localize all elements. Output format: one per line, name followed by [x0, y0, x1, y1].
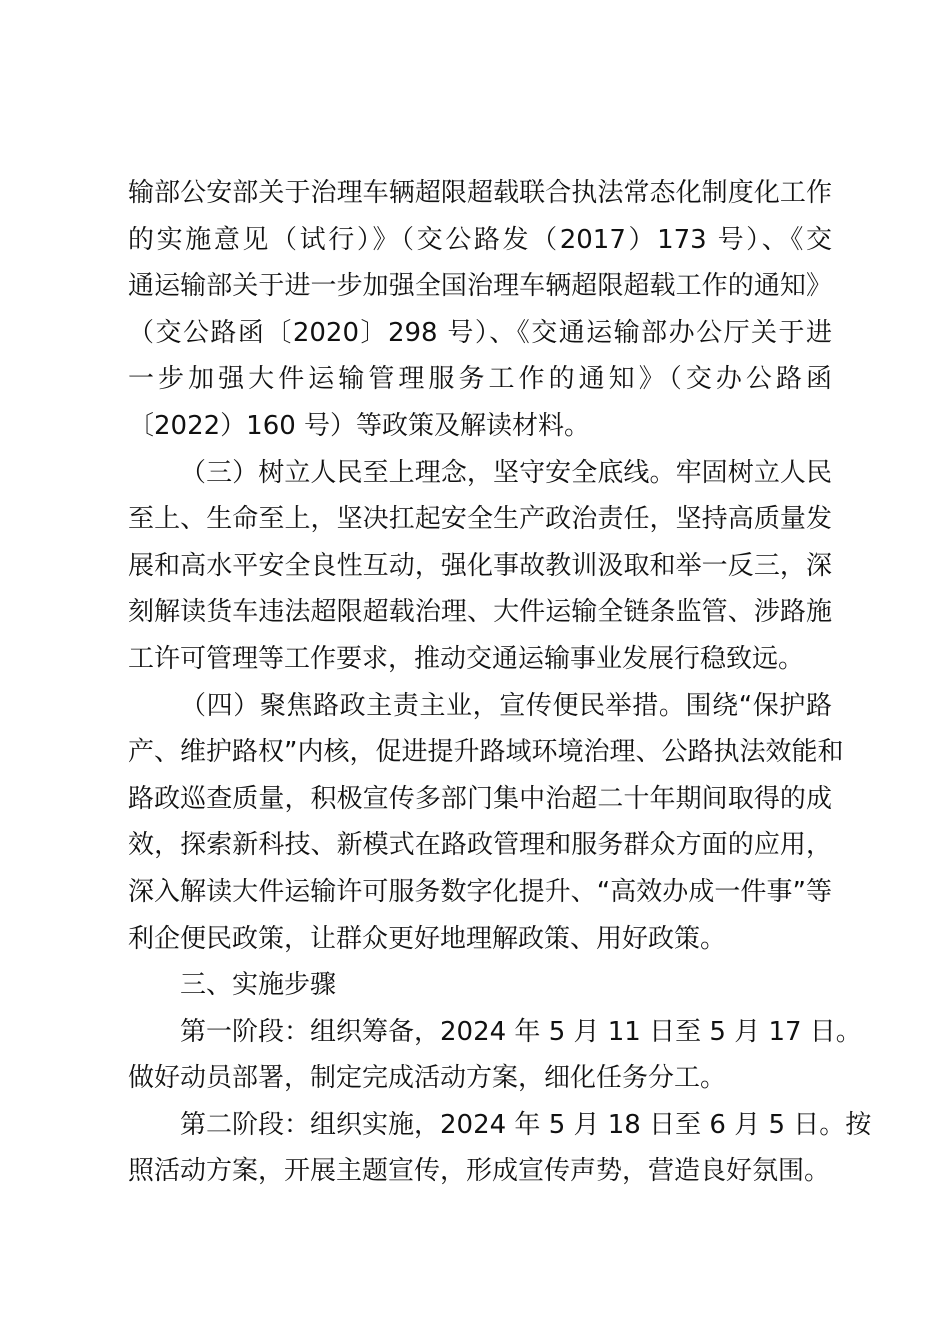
text-line: 做好动员部署，制定完成活动方案，细化任务分工。	[128, 1063, 727, 1094]
text-line: 一步加强大件运输管理服务工作的通知》（交办公路函	[128, 364, 832, 395]
text-line: 输部公安部关于治理车辆超限超载联合执法常态化制度化工作	[128, 178, 832, 208]
text-line: 效，探索新科技、新模式在路政管理和服务群众方面的应用，	[128, 830, 832, 861]
text-line: 照活动方案，开展主题宣传，形成宣传声势，营造良好氛围。	[128, 1156, 831, 1187]
text-line: 展和高水平安全良性互动，强化事故教训汲取和举一反三，深	[128, 550, 832, 581]
chapter-heading: 三、实施步骤	[180, 970, 337, 1001]
text-line: 通运输部关于进一步加强全国治理车辆超限超载工作的通知》	[128, 271, 832, 302]
text-line: 的实施意见（试行）》（交公路发（2017）173 号）、《交	[128, 224, 832, 255]
text-line: 〔2022）160 号）等政策及解读材料。	[128, 410, 591, 441]
text-line: 工许可管理等工作要求，推动交通运输事业发展行稳致远。	[128, 643, 805, 674]
text-line: 产、维护路权”内核，促进提升路域环境治理、公路执法效能和	[128, 737, 844, 768]
text-line: 路政巡查质量，积极宣传多部门集中治超二十年期间取得的成	[128, 783, 832, 814]
text-line: 深入解读大件运输许可服务数字化提升、“高效办成一件事”等	[128, 876, 832, 907]
text-line: 利企便民政策，让群众更好地理解政策、用好政策。	[128, 923, 727, 954]
text-line: （交公路函〔2020〕298 号）、《交通运输部办公厅关于进	[128, 317, 832, 348]
stage-two-line: 第二阶段：组织实施，2024 年 5 月 18 日至 6 月 5 日。按	[180, 1109, 872, 1140]
document-body	[128, 170, 872, 1195]
section-heading-4: （四）聚焦路政主责主业，宣传便民举措。围绕“保护路	[180, 690, 832, 721]
text-line: 至上、生命至上，坚决扛起安全生产政治责任，坚持高质量发	[128, 504, 832, 535]
text-line: 刻解读货车违法超限超载治理、大件运输全链条监管、涉路施	[128, 597, 832, 628]
section-heading-3: （三）树立人民至上理念，坚守安全底线。牢固树立人民	[180, 457, 832, 488]
stage-one-line: 第一阶段：组织筹备，2024 年 5 月 11 日至 5 月 17 日。	[180, 1016, 862, 1047]
